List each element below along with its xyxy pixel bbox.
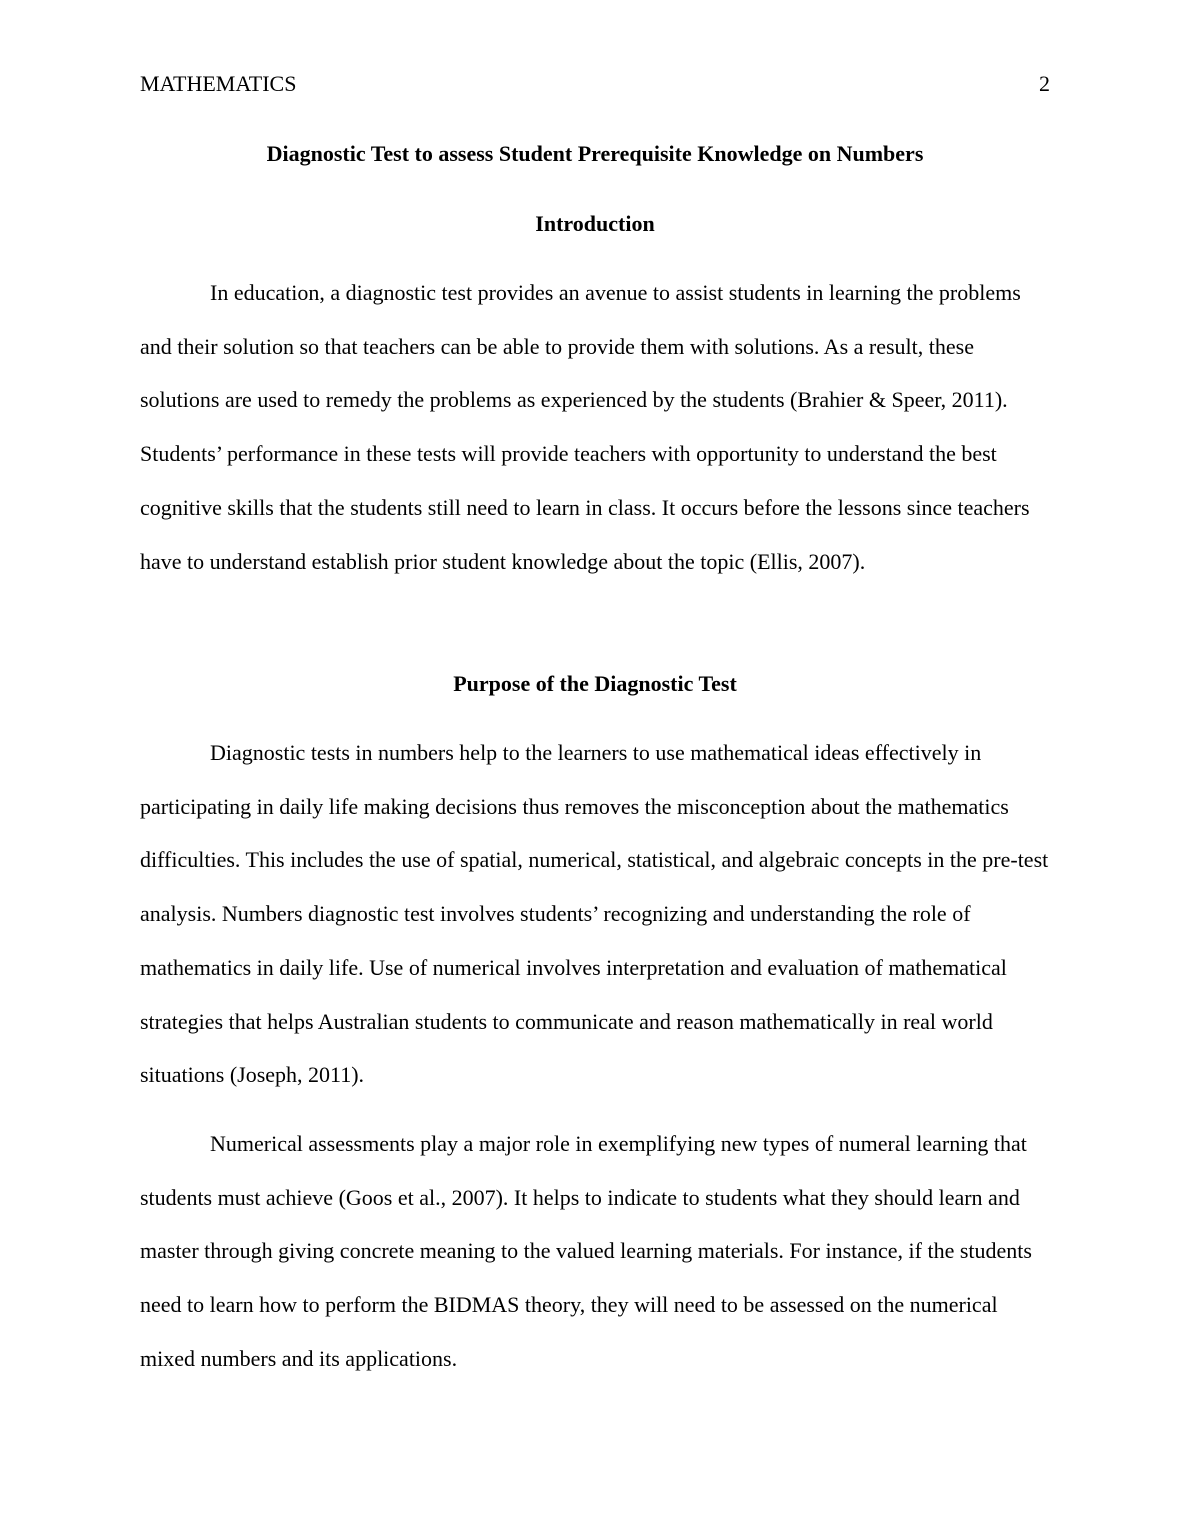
paragraph-introduction: In education, a diagnostic test provides an avenue to assist students in learning the problems and their solution so that teachers can be able to provide them with solutions. As a result, these solutions are used to remedy the problems as experienced by the students (Brahier & Speer, 2011). Students’ performance in these tests will provide teachers with opportunity to understand the best cognitive skills that the students still need to learn in class. It occurs before the lessons since teachers have to understand establish prior student knowledge about the topic (Ellis, 2007). — [140, 280, 1030, 574]
paragraph-purpose-1: Diagnostic tests in numbers help to the learners to use mathematical ideas effectively in participating in daily life making decisions thus removes the misconception about the mathematics difficulties. This includes the use of spatial, numerical, statistical, and algebraic concepts in the pre-test analysis. Numbers diagnostic test involves students’ recognizing and understanding the role of mathematics in daily life. Use of numerical involves interpretation and evaluation of mathematical strategies that helps Australian students to communicate and reason mathematically in real world situations (Joseph, 2011). — [140, 740, 1049, 1088]
running-head: MATHEMATICS — [140, 71, 297, 96]
document-title: Diagnostic Test to assess Student Prerequisite Knowledge on Numbers — [266, 141, 924, 166]
page-number: 2 — [1039, 71, 1050, 96]
section-heading-purpose: Purpose of the Diagnostic Test — [453, 671, 737, 696]
paragraph-purpose-2: Numerical assessments play a major role in exemplifying new types of numeral learning that students must achieve (Goos et al., 2007). It helps to indicate to students what they should learn and master through giving concrete meaning to the valued learning materials. For instance, if the students need to learn how to perform the BIDMAS theory, they will need to be assessed on the numerical mixed numbers and its applications. — [140, 1131, 1032, 1371]
section-heading-introduction: Introduction — [535, 211, 655, 236]
